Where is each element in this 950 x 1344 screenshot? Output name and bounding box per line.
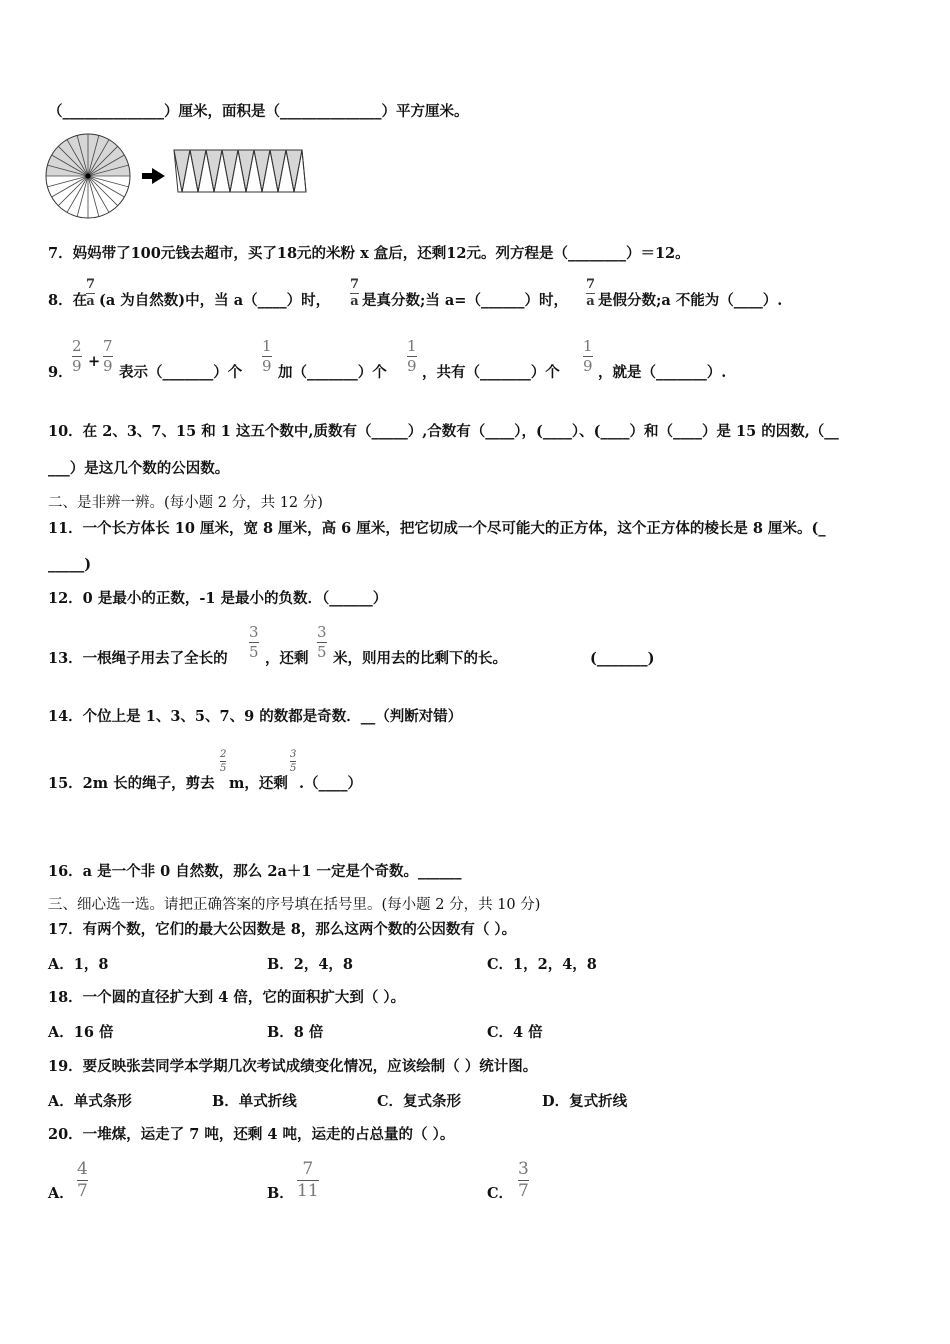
q20-option-b-label: B． (267, 1185, 294, 1202)
parallelogram-strips-icon (174, 150, 306, 192)
arrow-right-icon (142, 168, 165, 184)
q20-option-c-fraction: 3 7 (518, 1159, 529, 1201)
question-15-mid: m，还剩 (229, 775, 288, 792)
question-10-line1: 10．在 2、3、7、15 和 1 这五个数中,质数有（_____）,合数有（____），(____）、(____）和（____）是 15 的因数,（__ (48, 423, 839, 440)
question-8-part1: (a 为自然数)中，当 a（____）时， (99, 292, 331, 309)
circle-to-parallelogram-figure (44, 132, 314, 222)
q19-option-a: A．单式条形 (48, 1093, 132, 1110)
question-17: 17．有两个数，它们的最大公因数是 8，那么这两个数的公因数有（ ）。 (48, 921, 517, 938)
question-13-blank: (_______) (590, 650, 655, 667)
question-9-text2: 加（_______）个 (278, 364, 387, 381)
sector-circle-icon (46, 134, 130, 218)
q6-answer-line: （______________）厘米，面积是（______________）平方厘米。 (48, 103, 469, 120)
question-9-text3: ，共有（_______）个 (422, 364, 560, 381)
q20-option-c-label: C． (487, 1185, 514, 1202)
question-7: 7．妈妈带了100元钱去超市，买了18元的米粉 x 盒后，还剩12元。列方程是（________）＝12。 (48, 245, 690, 262)
q8-fraction-2: 7 a (350, 277, 360, 309)
question-13-mid: ，还剩 (265, 650, 309, 667)
question-20: 20．一堆煤，运走了 7 吨，还剩 4 吨，运走的占总量的（ ）。 (48, 1126, 455, 1143)
q15-fraction-2: 3 5 (290, 749, 297, 774)
q9-plus: + (88, 353, 101, 370)
q20-option-b-fraction: 7 11 (297, 1159, 319, 1201)
question-8-part2: 是真分数;当 a=（______）时， (362, 292, 568, 309)
section-3-heading: 三、细心选一选。请把正确答案的序号填在括号里。(每小题 2 分，共 10 分) (48, 897, 541, 913)
section-2-heading: 二、是非辨一辨。(每小题 2 分，共 12 分) (48, 495, 323, 511)
q9-fraction-1-9-a: 1 9 (262, 337, 272, 375)
q9-fraction-2-9: 2 9 (72, 337, 82, 375)
q20-option-a-label: A． (48, 1185, 74, 1202)
q8-fraction-3: 7 a (586, 277, 596, 309)
question-9-text4: ，就是（_______）. (598, 364, 727, 381)
question-19: 19．要反映张芸同学本学期几次考试成绩变化情况，应该绘制（ ）统计图。 (48, 1058, 538, 1075)
q17-option-b: B．2，4，8 (267, 956, 354, 973)
q9-fraction-7-9: 7 9 (103, 337, 113, 375)
q8-fraction-1: 7 a (86, 277, 96, 309)
question-8-part3: 是假分数;a 不能为（____）. (598, 292, 783, 309)
question-16: 16．a 是一个非 0 自然数，那么 2a＋1 一定是个奇数。______ (48, 863, 462, 880)
q15-fraction-1: 2 5 (220, 749, 227, 774)
q19-option-d: D．复式折线 (542, 1093, 628, 1110)
question-10-line2: ___）是这几个数的公因数。 (48, 460, 230, 477)
q13-fraction-1: 3 5 (249, 623, 259, 661)
q19-option-b: B．单式折线 (212, 1093, 297, 1110)
q19-option-c: C．复式条形 (377, 1093, 462, 1110)
question-15-prefix: 15．2m 长的绳子，剪去 (48, 775, 215, 792)
question-9-text1: 表示（_______）个 (119, 364, 243, 381)
question-18: 18．一个圆的直径扩大到 4 倍，它的面积扩大到（ ）。 (48, 989, 406, 1006)
question-12: 12．0 是最小的正数，-1 是最小的负数．（______） (48, 590, 388, 607)
question-11-line1: 11．一个长方体长 10 厘米，宽 8 厘米，高 6 厘米，把它切成一个尽可能大的正方体，这个正方体的棱长是 8 厘米。(_ (48, 520, 826, 537)
q17-option-a: A．1，8 (48, 956, 109, 973)
question-8-prefix: 8．在 (48, 292, 88, 309)
q18-option-a: A．16 倍 (48, 1024, 114, 1041)
q18-option-b: B．8 倍 (267, 1024, 324, 1041)
q18-option-c: C．4 倍 (487, 1024, 543, 1041)
question-13-tail: 米，则用去的比剩下的长。 (333, 650, 507, 667)
question-14: 14．个位上是 1、3、5、7、9 的数都是奇数．__（判断对错） (48, 708, 463, 725)
q9-fraction-1-9-c: 1 9 (583, 337, 593, 375)
question-9-prefix: 9． (48, 364, 73, 381)
q20-option-a-fraction: 4 7 (77, 1159, 88, 1201)
q17-option-c: C．1，2，4，8 (487, 956, 597, 973)
q9-fraction-1-9-b: 1 9 (407, 337, 417, 375)
question-15-tail: .（____） (299, 775, 363, 792)
question-13-prefix: 13．一根绳子用去了全长的 (48, 650, 228, 667)
q13-fraction-2: 3 5 (317, 623, 327, 661)
question-11-line2: _____) (48, 556, 92, 573)
